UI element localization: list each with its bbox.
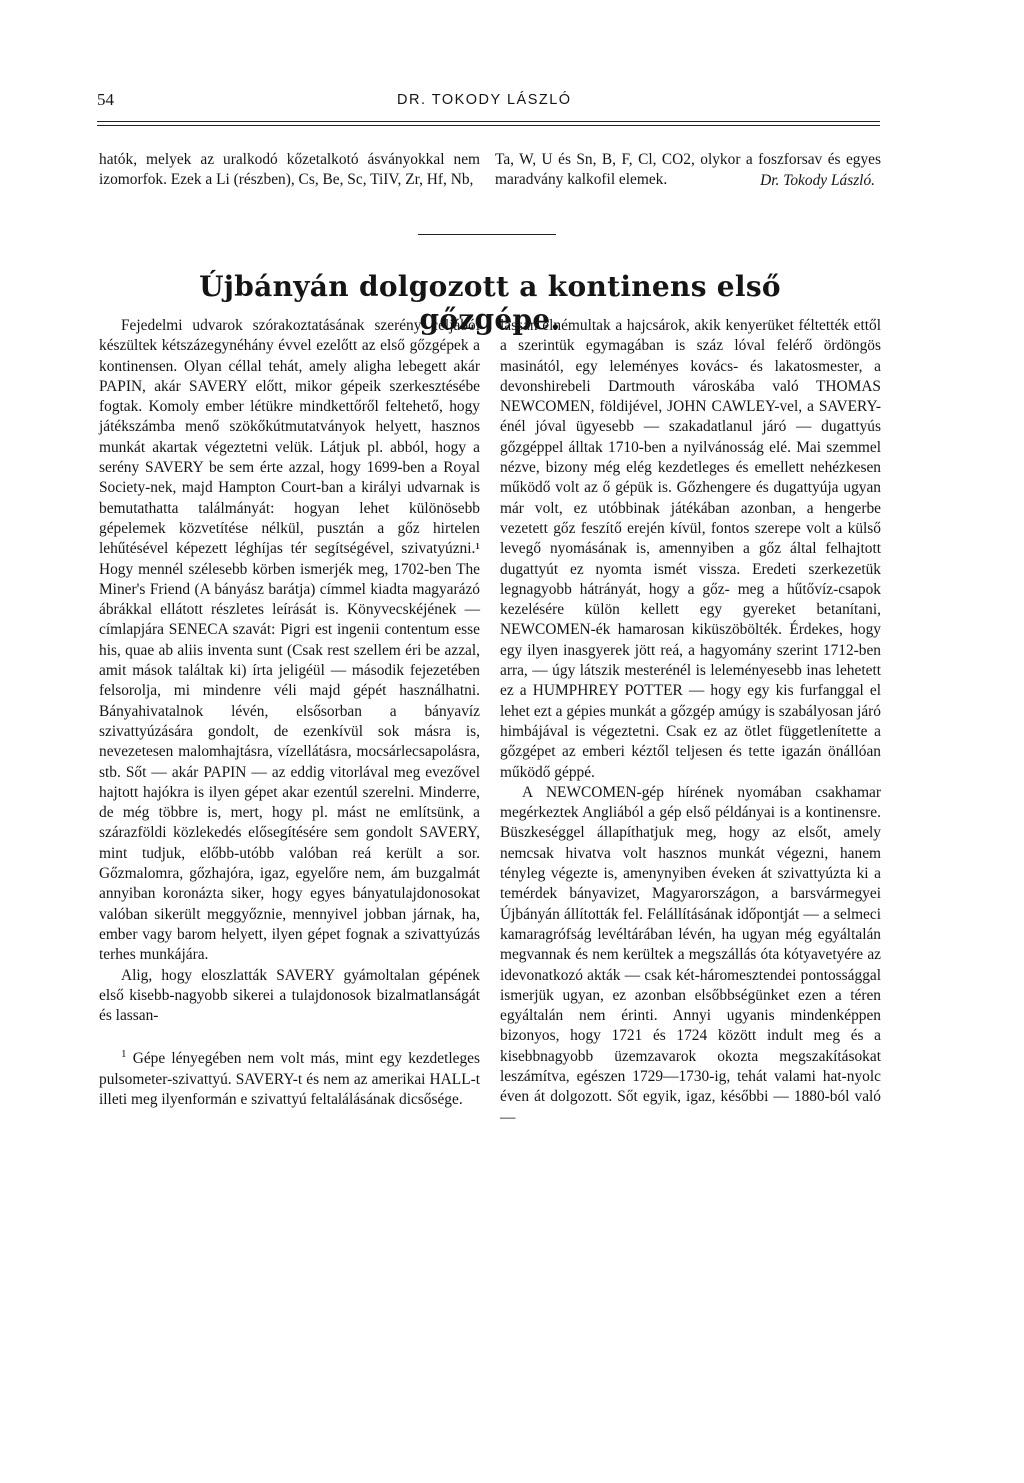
section-separator bbox=[418, 234, 556, 235]
header-rule bbox=[97, 121, 880, 122]
author-signature: Dr. Tokody László. bbox=[760, 171, 875, 189]
previous-article-end-right bbox=[495, 150, 881, 191]
paragraph: Alig, hogy eloszlatták SAVERY gyámoltalan gépének első kisebb-nagyobb sikerei a tulajdonosok bizalmatlanságát és lassan- bbox=[99, 966, 480, 1025]
previous-article-text-right: Ta, W, U és Sn, B, F, Cl, CO2, olykor a foszforsav és egyes maradvány kalkofil elemek. bbox=[495, 151, 881, 189]
footnote bbox=[99, 1044, 480, 1110]
article-title: Újbányán dolgozott a kontinens első gőzgépe. bbox=[199, 270, 781, 336]
previous-article-end-left bbox=[99, 150, 480, 191]
paragraph: Fejedelmi udvarok szórakoztatásának szerény céljából készültek kétszázegynéhány évvel ezelőtt az első gőzgépek a kontinensen. Olyan céllal tehát, amely aligha lebegett akár PAPIN, akár SAVERY előtt, mikor gépeik szerkesztésébe fogtak. Komoly ember létükre mindkettőről feltehető, hogy játékszámba menő szökőkútmutatványok helyett, hasznos munkát akartak végeztetni velük. Látjuk pl. abból, hogy a serény SAVERY be sem érte azzal, hogy 1699-ben a Royal Society-nek, majd Hampton Court-ban a királyi udvarnak is bemutathatta találmányát: hogyan lehet különösebb gépelemek közvetítése nélkül, pusztán a gőz hirtelen lehűtésével képezett léghíjas tér segítségével, szivatyúzni.¹ Hogy mennél szélesebb körben ismerjék meg, 1702-ben The Miner's Friend (A bányász barátja) címmel kiadta magyarázó ábrákkal ellátott részletes leírását is. Könyvecskéjének — címlapjára SENECA szavát: Pigri est ingenii contentum esse his, quae ab aliis inventa sunt (Csak rest szellem éri be azzal, amit mások találtak ki) írta jeligéül — második fejezetében felsorolja, mi mindenre véli majd gépét használhatni. Bányahivatalnok lévén, elsősorban a bányavíz szivattyúzására gondolt, de ezenkívül sok másra is, nevezetesen malomhajtásra, vízellátásra, mocsárlecsapolásra, stb. Sőt — akár PAPIN — az eddig vitorlával meg evezővel hajtott hajókra is ilyen gépet akar ezentúl szerelni. Minderre, de még többre is, mert, hogy pl. mást ne említsünk, a szárazföldi közlekedés elősegítésére sem gondolt SAVERY, mint tudjuk, előbb-utóbb valóban reá került a sor. Gőzmalomra, gőzhajóra, igaz, egyelőre nem, ám buzgalmát annyiban koronázta siker, hogy egyes bányatulajdonosokat valóban sikerült meggyőznie, mennyivel jobban járnak, ha, ember vagy barom helyett, ilyen gépet fognak a szivattyúzás terhes munkájára. bbox=[99, 317, 480, 964]
paragraph: lassan elnémultak a hajcsárok, akik kenyerüket féltették ettől a szerintük egymagában is száz lóval felérő ördöngös masinától, egy leleményes kovács- és lakatosmester, a devonshirebeli Dartmouth városkába való THOMAS NEWCOMEN, földijével, JOHN CAWLEY-vel, a SAVERY-énél jóval ügyesebb — szakadatlanul járó — dugattyús gőzgéppel álltak 1710-ben a nyilvánosság elé. Mai szemmel nézve, bizony még elég kezdetleges és emellett nehézkesen működő volt az ő gépük is. Gőzhengere és dugattyúja ugyan már volt, ez utóbbinak játékában azonban, a hengerbe vezetett gőz feszítő erején kívül, fontos szerepe volt a külső levegő nyomásának is, amennyiben a gőz által felhajtott dugattyút ez nyomta ismét vissza. Eredeti szerkezetük legnagyobb hátrányát, hogy a gőz- meg a hűtővíz-csapok kezelésére külön kellett egy gyereket betanítani, NEWCOMEN-ék hamarosan kiküszöbölték. Érdekes, hogy egy ilyen inasgyerek jött reá, a hagyomány szerint 1712-ben arra, — úgy látszik mesterénél is leleményesebb inas lehetett ez a HUMPHREY POTTER — hogy egy kis furfanggal el lehet ezt a gépies munkát a gőzgép amúgy is szabályosan járó himbájával is végeztetni. Csak ez az ötlet függetlenítette a gőzgépet az emberi kéztől teljesen és tette igazán önállóan működő géppé. bbox=[500, 317, 881, 781]
page-number: 54 bbox=[97, 90, 114, 109]
footnote-mark: 1 bbox=[121, 1048, 127, 1061]
header-rule-2 bbox=[97, 125, 880, 126]
right-column bbox=[500, 316, 881, 1128]
footnote-text: Gépe lényegében nem volt más, mint egy kezdetleges pulsometer-szivattyú. SAVERY-t és nem az amerikai HALL-t illeti meg ilyenformán e szivattyú feltalálásának dicsősége. bbox=[99, 1050, 480, 1109]
paragraph: A NEWCOMEN-gép hírének nyomában csakhamar megérkeztek Angliából a gép első példányai is a kontinensre. Büszkeséggel állapíthatjuk meg, hogy az elsőt, amely nemcsak hivatva volt hasznos munkát végezni, hanem tényleg végezte is, amenynyiben éveken át szivattyúzta ki a temérdek bányavizet, Magyarországon, a barsvármegyei Újbányán állították fel. Felállításának időpontját — a selmeci kamaragrófság levéltárában lévén, ha ugyan még egyáltalán megvannak és nem kerültek a megszállás óta kótyavetyére az idevonatkozó akták — csak két-háromesztendei pontossággal ismerjük ugyan, ez azonban elsőbbségünket ezen a téren egyáltalán nem érinti. Annyi ugyanis mindenképpen bizonyos, hogy 1721 és 1724 között indult meg és a kisebbnagyobb üzemzavarok okozta megszakításokat leszámítva, egészen 1729—1730-ig, tehát valami hat-nyolc éven át dolgozott. Sőt egyik, igaz, későbbi — 1880-ból való — bbox=[500, 783, 881, 1126]
running-head: DR. TOKODY LÁSZLÓ bbox=[397, 92, 572, 108]
previous-article-text-left: hatók, melyek az uralkodó kőzetalkotó ásványokkal nem izomorfok. Ezek a Li (részben), Cs, Be, Sc, TiIV, Zr, Hf, Nb, bbox=[99, 151, 480, 189]
left-column bbox=[99, 316, 480, 1110]
page-header bbox=[97, 84, 882, 118]
